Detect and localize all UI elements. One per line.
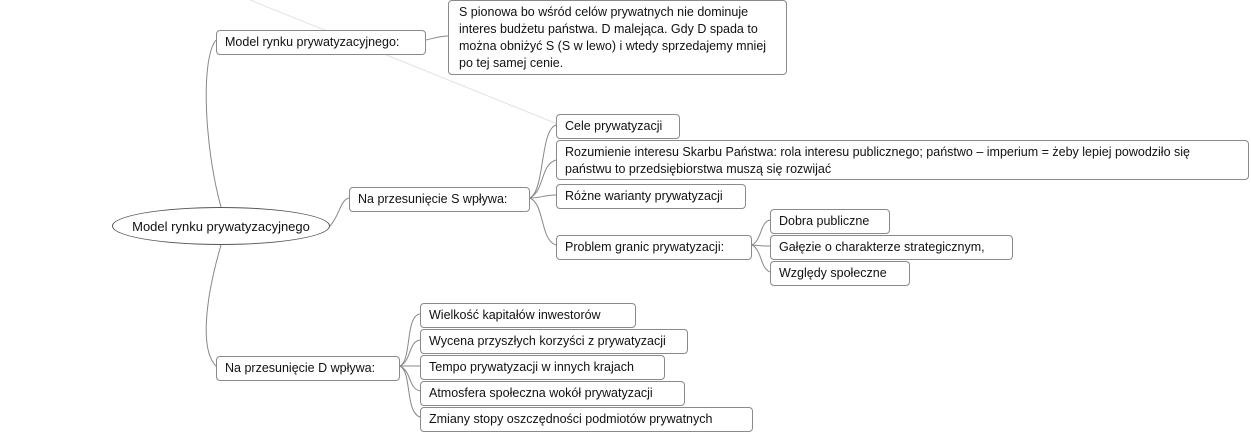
topic-d-branch[interactable]: Na przesunięcie D wpływa: [216,356,400,381]
note-model[interactable]: S pionowa bo wśród celów prywatnych nie dominuje interes budżetu państwa. D malejąca. Gdy D spada to można obniżyć S (S w lewo) i wtedy sprzedajemy mniej po tej samej cenie. [448,0,787,75]
leaf-d-tempo[interactable]: Tempo prywatyzacji w innych krajach [420,355,665,380]
leaf-d-wycena[interactable]: Wycena przyszłych korzyści z prywatyzacji [420,329,688,354]
edge-s-problem [530,198,556,245]
leaf-galezie[interactable]: Gałęzie o charakterze strategicznym, [770,235,1013,260]
leaf-wzgledy[interactable]: Względy społeczne [770,261,910,286]
edge-s-rozumienie [530,160,556,198]
edge-model-note [426,36,448,40]
edge-d-1 [400,314,420,366]
edge-p-galezie [752,245,770,246]
subtopic-warianty[interactable]: Różne warianty prywatyzacji [556,184,746,209]
subtopic-problem[interactable]: Problem granic prywatyzacji: [556,235,752,260]
subtopic-rozumienie[interactable]: Rozumienie interesu Skarbu Państwa: rola interesu publicznego; państwo – imperium = żeby lepiej powodziło się państwu to przedsiębiorstwa muszą się rozwijać [556,140,1249,180]
edge-p-wzgledy [752,245,770,272]
leaf-dobra[interactable]: Dobra publiczne [770,209,890,234]
subtopic-cele[interactable]: Cele prywatyzacji [556,114,680,139]
root-topic[interactable]: Model rynku prywatyzacyjnego [112,207,330,245]
edge-root-d [206,245,221,366]
edge-root-model [206,40,221,207]
edge-d-2 [400,340,420,366]
edge-p-dobra [752,220,770,245]
leaf-d-kapital[interactable]: Wielkość kapitałów inwestorów [420,303,636,328]
edge-d-5 [400,366,420,417]
edge-root-s [330,198,349,226]
leaf-d-stopa[interactable]: Zmiany stopy oszczędności podmiotów prywatnych [420,407,753,432]
leaf-d-atmosfera[interactable]: Atmosfera społeczna wokół prywatyzacji [420,381,685,406]
topic-s-branch[interactable]: Na przesunięcie S wpływa: [349,187,530,212]
topic-model[interactable]: Model rynku prywatyzacyjnego: [216,30,426,55]
edge-d-4 [400,366,420,391]
